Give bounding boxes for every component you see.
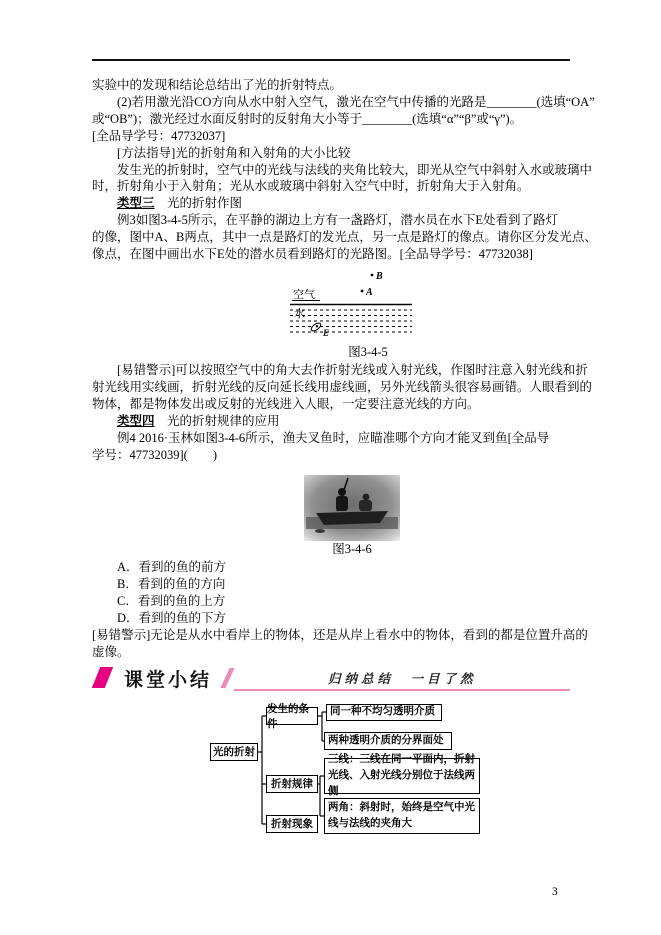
- type-3-title: 光的折射作图: [154, 196, 243, 211]
- point-e-label: E: [323, 327, 330, 338]
- map-branch-conditions: 发生的条件: [266, 707, 318, 725]
- point-a-dot: [361, 290, 364, 293]
- lake-diagram: [288, 267, 448, 339]
- boat-silhouette: [316, 511, 388, 525]
- error-warning-line: [易错警示]可以按照空气中的角大去作折射光线或入射光线，作图时注意入射光线和折: [117, 362, 588, 377]
- guide-number-line: [全品导学号：47732037]: [92, 128, 226, 143]
- water-label: 水: [294, 307, 305, 320]
- error-warning-line: 射光线用实线画，折射光线的反向延长线用虚线画，另外光线箭头很容易画错。人眼看到的: [92, 379, 593, 394]
- text-line: 发生光的折射时，空气中的光线与法线的夹角比较大，即光从空气中斜射入水或玻璃中: [117, 162, 593, 177]
- point-b-label: B: [376, 270, 383, 282]
- map-root-light-refraction: 光的折射: [210, 743, 258, 761]
- point-b-dot: [371, 274, 374, 277]
- air-label: 空气: [293, 288, 315, 301]
- paragraph-refraction-experiment: [92, 77, 597, 263]
- error-warning-line: [易错警示]无论是从水中看岸上的物体，还是从岸上看水中的物体，看到的都是位置升高的: [92, 628, 588, 643]
- banner-slogan: 归纳总结 一目了然: [328, 671, 477, 686]
- example-4-line: 学号：47732039]( ): [92, 447, 217, 462]
- map-leaf-three-lines: 三线：三线在同一平面内，折射光线、入射光线分别位于法线两侧: [324, 758, 480, 794]
- map-leaf-two-angles: 两角：斜射时，始终是空气中光线与法线的夹角大: [324, 798, 480, 834]
- option-a: A．看到的鱼的前方: [117, 560, 227, 575]
- banner-title: 课堂小结: [124, 669, 213, 691]
- method-guide-heading: [方法指导]光的折射角和入射角的大小比较: [117, 145, 351, 160]
- example-4-line: 例4 2016·玉林如图3-4-6所示，渔夫叉鱼时，应瞄准哪个方向才能叉到鱼[全品导: [117, 430, 550, 445]
- type-3-label: 类型三: [117, 196, 155, 211]
- figure-3-4-6: [302, 475, 402, 557]
- fisherman-2-head: [363, 494, 370, 501]
- page-number: 3: [552, 886, 558, 898]
- error-warning-line: 物体，都是物体发出或反射的光线进入人眼，一定要注意光线的方向。: [92, 396, 480, 411]
- error-warning-line: 虚像。: [92, 644, 130, 659]
- example-3-line: 的像，图中A、B两点，其中一点是路灯的发光点，另一点是路灯的像点。请你区分发光点、: [92, 230, 597, 245]
- fisherman-1-head: [338, 488, 346, 496]
- text-line: 实验中的发现和结论总结出了光的折射特点。: [92, 78, 343, 92]
- choice-options: [92, 559, 570, 627]
- top-rule: [92, 59, 570, 61]
- type-3-heading: [92, 195, 570, 212]
- type-4-label: 类型四: [117, 413, 155, 428]
- banner-slash-icon: [220, 668, 234, 688]
- question-2-line: 或“OB”)；激光经过水面反射时的反射角大小等于________(选填“α”“β”或“γ”)。: [92, 111, 523, 126]
- option-c: C．看到的鱼的上方: [117, 594, 226, 609]
- type-4-heading: [92, 413, 570, 430]
- water-hatch: [290, 310, 412, 332]
- map-leaf-interface: 两种透明介质的分界面处: [324, 732, 452, 750]
- example-3-line: 像点，在图中画出水下E处的潜水员看到路灯的光路图。[全品导学号：47732038]: [92, 247, 533, 262]
- refraction-concept-map: [92, 703, 570, 843]
- question-2-line: (2)若用激光沿CO方向从水中射入空气，激光在空气中传播的光路是________(选填“OA”: [117, 94, 595, 109]
- water-shadow: [315, 529, 325, 533]
- option-b: B．看到的鱼的方向: [117, 577, 226, 592]
- banner-flag-icon: [92, 667, 113, 688]
- paragraph-error-warning-2: [92, 627, 588, 661]
- class-summary-banner: [92, 664, 570, 695]
- option-d: D．看到的鱼的下方: [117, 611, 227, 626]
- map-branch-refraction-law: 折射规律: [266, 775, 318, 793]
- paragraph-error-warning-1: [92, 362, 593, 463]
- map-leaf-nonuniform-medium: 同一种不均匀透明介质: [326, 704, 442, 721]
- example-3-line: 例3如图3-4-5所示，在平静的湖边上方有一盏路灯，潜水员在水下E处看到了路灯: [117, 213, 558, 228]
- map-branch-refraction-phenomena: 折射现象: [266, 815, 318, 833]
- figure-3-4-6-caption: 图3-4-6: [332, 542, 372, 557]
- text-line: 时，折射角小于入射角；光从水或玻璃中斜射入空气中时，折射角大于入射角。: [92, 179, 530, 194]
- page-content: [92, 0, 597, 843]
- type-4-title: 光的折射规律的应用: [154, 413, 280, 428]
- banner-underline: [234, 689, 570, 691]
- fisherman-photo: [304, 475, 400, 541]
- fisherman-1-body: [336, 496, 348, 511]
- figure-3-4-5: [288, 267, 448, 360]
- figure-3-4-5-caption: 图3-4-5: [348, 344, 388, 359]
- eye-icon: [310, 322, 322, 333]
- fisherman-2-body: [359, 500, 372, 511]
- point-a-label: A: [366, 286, 373, 298]
